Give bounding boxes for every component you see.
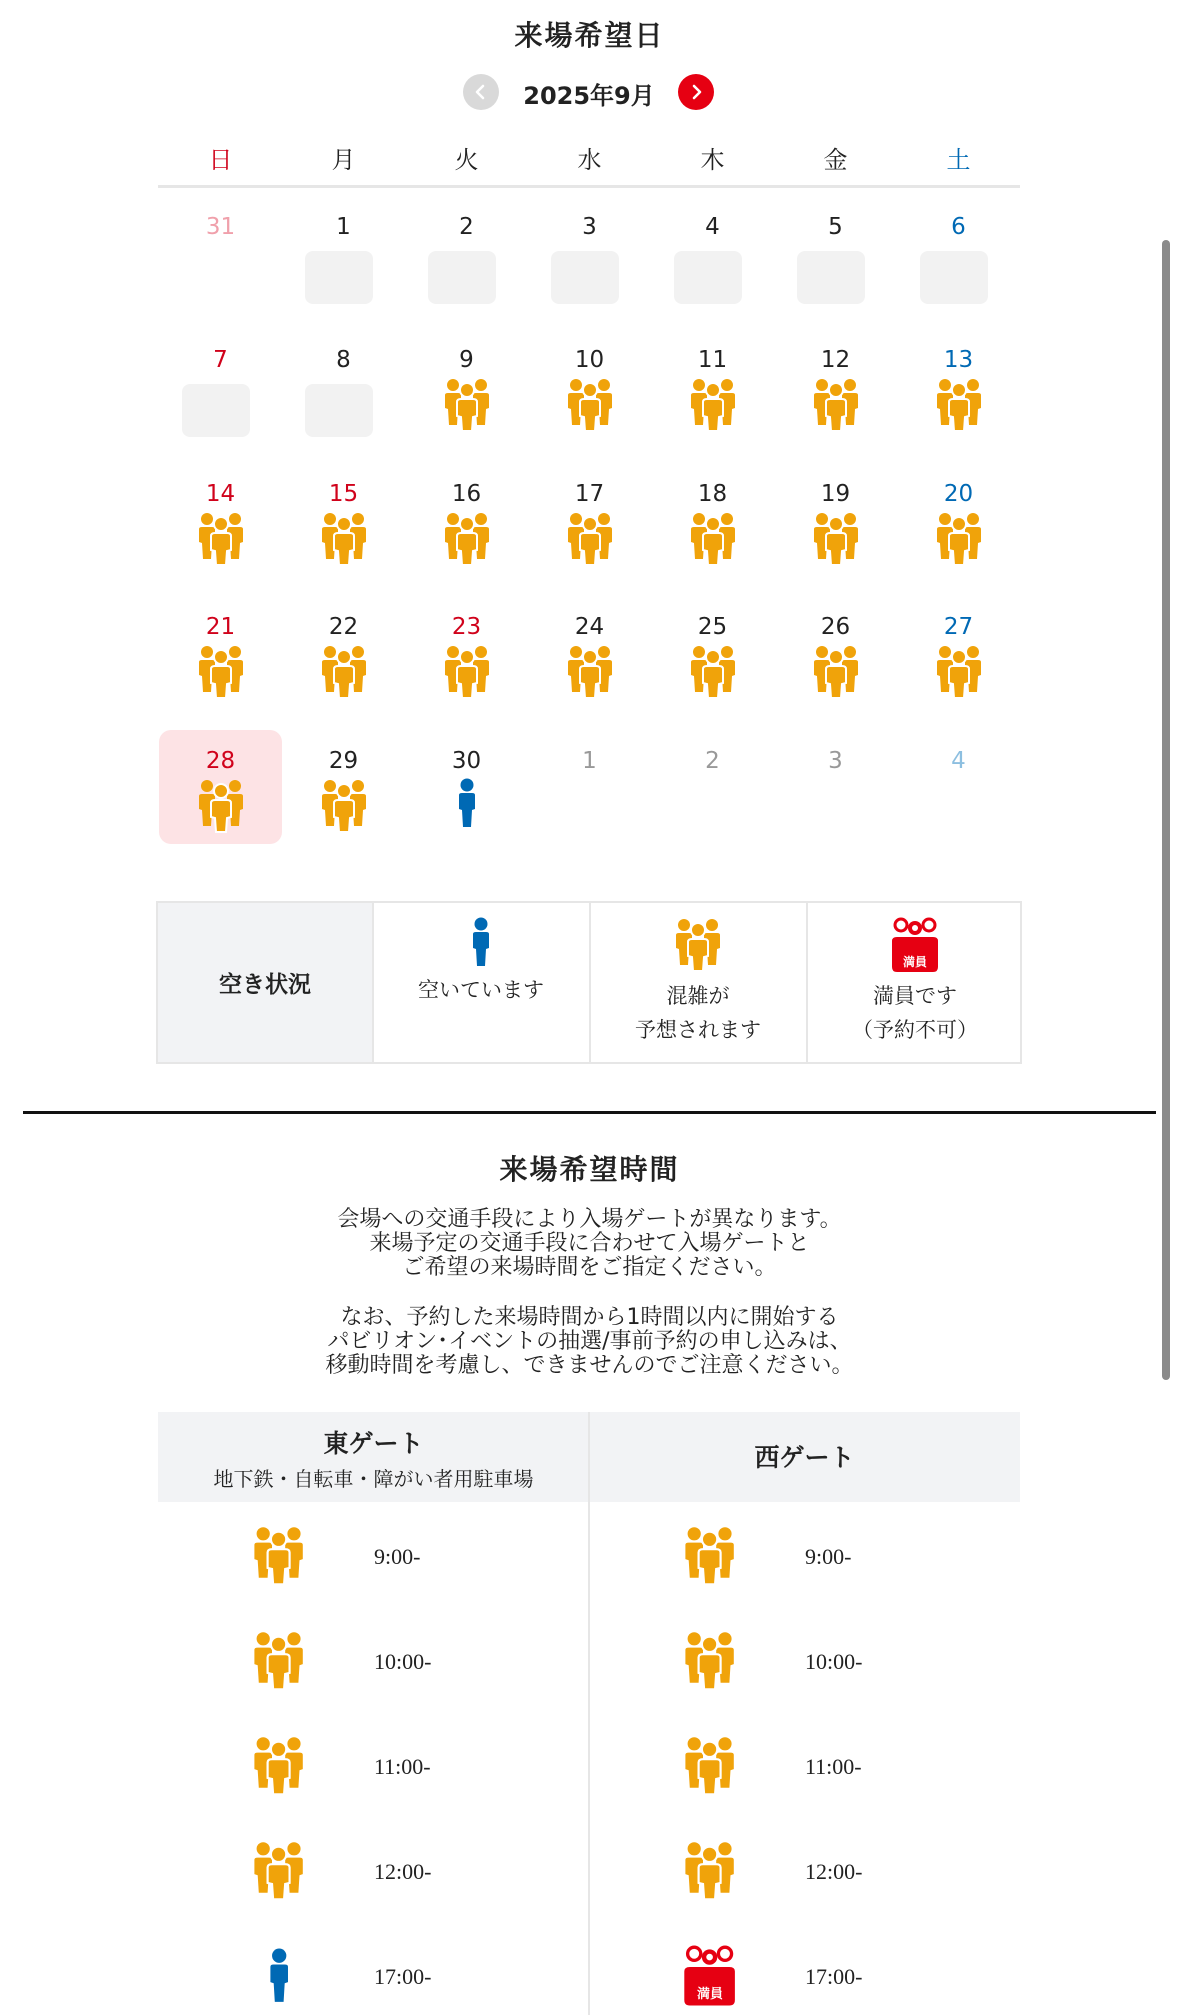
day-number: 22 (328, 614, 359, 640)
crowd-icon (250, 1525, 307, 1589)
crowd-icon (564, 511, 616, 569)
time-slot (589, 1942, 1019, 2012)
day-number: 13 (943, 347, 974, 373)
crowd-icon (810, 644, 862, 702)
status-icon (651, 511, 774, 569)
status-icon (678, 1735, 742, 1799)
day-cell[interactable] (282, 463, 405, 577)
status-icon (678, 1840, 742, 1904)
day-cell (651, 196, 774, 310)
slot-time: 10:00- (374, 1649, 432, 1674)
status-icon (405, 377, 528, 435)
status-icon (159, 644, 282, 702)
gate-divider (588, 1412, 590, 2015)
gate-notice (0, 1208, 1179, 1280)
legend-line: （予約不可） (852, 1018, 978, 1042)
time-slot[interactable] (158, 1522, 588, 1592)
status-icon (651, 644, 774, 702)
weekday-label: 土 (946, 146, 971, 174)
crowd-icon (564, 644, 616, 702)
status-icon (774, 511, 897, 569)
crowd-icon (250, 1840, 307, 1904)
status-icon (528, 644, 651, 702)
slot-time: 17:00- (805, 1964, 863, 1989)
day-number: 8 (336, 347, 351, 373)
legend-line: 混雑が (666, 984, 730, 1008)
day-number: 2 (705, 748, 720, 774)
day-number: 15 (328, 481, 359, 507)
notice-line: 移動時間を考慮し、できませんのでご注意ください。 (325, 1353, 854, 1378)
empty-slot (674, 251, 742, 304)
status-icon (247, 1735, 311, 1799)
crowd-icon (318, 778, 370, 836)
day-cell (528, 196, 651, 310)
date-title: 来場希望日 (514, 19, 665, 52)
notice-line: 会場への交通手段により入場ゲートが異なります。 (337, 1207, 842, 1232)
day-number: 7 (213, 347, 228, 373)
gate-subtitle: 地下鉄・自転車・障がい者用駐車場 (213, 1467, 534, 1491)
empty-slot (797, 251, 865, 304)
weekday-label: 木 (700, 146, 725, 174)
crowd-icon (681, 1840, 738, 1904)
month-navigation (0, 70, 1179, 116)
crowd-icon (687, 377, 739, 435)
day-number: 9 (459, 347, 474, 373)
day-cell (651, 730, 774, 844)
day-cell[interactable] (651, 596, 774, 710)
status-icon (528, 377, 651, 435)
crowd-icon (195, 644, 247, 702)
crowd-icon (687, 644, 739, 702)
status-icon (159, 511, 282, 569)
day-cell (774, 196, 897, 310)
weekday-divider (158, 185, 1020, 188)
empty-slot (305, 384, 373, 437)
crowd-icon (687, 511, 739, 569)
day-cell[interactable] (897, 596, 1020, 710)
chevron-right-icon (688, 84, 704, 100)
day-number: 6 (951, 214, 966, 240)
day-number: 29 (328, 748, 359, 774)
day-cell (159, 329, 282, 443)
day-number: 20 (943, 481, 974, 507)
notice-line: ご希望の来場時間をご指定ください。 (402, 1255, 777, 1280)
legend-line: 空いています (418, 978, 544, 1002)
crowd-icon (810, 377, 862, 435)
month-label: 2025年9月 (523, 82, 655, 110)
day-cell[interactable] (159, 596, 282, 710)
crowd-icon (195, 778, 247, 836)
crowd-icon (933, 511, 985, 569)
crowd-icon (681, 1735, 738, 1799)
status-icon (897, 644, 1020, 702)
day-cell[interactable] (405, 596, 528, 710)
crowd-icon (933, 644, 985, 702)
scrollbar[interactable] (1162, 240, 1170, 1380)
status-icon (282, 778, 405, 836)
east-gate-header (158, 1412, 589, 1502)
legend-item-available (372, 903, 588, 1062)
time-slot[interactable] (589, 1837, 1019, 1907)
notice-line: なお、予約した来場時間から1時間以内に開始する (340, 1305, 839, 1330)
status-icon (159, 778, 282, 836)
time-slot[interactable] (158, 1627, 588, 1697)
day-cell (282, 329, 405, 443)
status-icon (678, 1630, 742, 1694)
day-cell (282, 196, 405, 310)
west-gate-header (589, 1412, 1020, 1502)
legend-item-crowded (589, 903, 805, 1062)
day-cell[interactable] (405, 730, 528, 844)
day-number: 11 (697, 347, 728, 373)
empty-slot (182, 384, 250, 437)
status-icon (282, 644, 405, 702)
notice-line: パビリオン･イベントの抽選/事前予約の申し込みは、 (327, 1329, 852, 1354)
day-cell[interactable] (897, 463, 1020, 577)
day-number: 23 (451, 614, 482, 640)
day-cell[interactable] (405, 463, 528, 577)
day-cell[interactable] (528, 463, 651, 577)
next-month-button[interactable] (678, 74, 714, 110)
day-cell[interactable] (774, 463, 897, 577)
day-cell[interactable] (528, 596, 651, 710)
day-number: 2 (459, 214, 474, 240)
weekday-label: 金 (823, 146, 848, 174)
legend-text (374, 973, 588, 1007)
slot-time: 10:00- (805, 1649, 863, 1674)
day-cell[interactable] (405, 329, 528, 443)
status-icon (678, 1525, 742, 1589)
day-number: 12 (820, 347, 851, 373)
legend-text (591, 979, 805, 1047)
chevron-left-icon (473, 84, 489, 100)
slot-time: 11:00- (805, 1754, 862, 1779)
day-number: 30 (451, 748, 482, 774)
crowd-icon (318, 644, 370, 702)
day-cell-selected[interactable] (159, 730, 282, 844)
crowd-icon (933, 377, 985, 435)
day-cell[interactable] (159, 463, 282, 577)
day-cell[interactable] (774, 329, 897, 443)
empty-slot (551, 251, 619, 304)
crowd-icon (195, 511, 247, 569)
day-number: 17 (574, 481, 605, 507)
slot-time: 9:00- (374, 1544, 421, 1569)
status-icon (897, 377, 1020, 435)
day-number: 16 (451, 481, 482, 507)
status-icon (678, 1945, 742, 2009)
full-badge: 満員 (902, 955, 927, 969)
slot-time: 9:00- (805, 1544, 852, 1569)
weekday-label: 水 (577, 146, 602, 174)
day-cell (405, 196, 528, 310)
status-icon (405, 644, 528, 702)
legend-text (808, 979, 1022, 1047)
day-cell (897, 730, 1020, 844)
gate-name: 西ゲート (754, 1443, 855, 1472)
crowd-icon (810, 511, 862, 569)
status-icon (405, 778, 528, 828)
day-number: 26 (820, 614, 851, 640)
day-number: 19 (820, 481, 851, 507)
weekday-label: 火 (454, 146, 479, 174)
slot-time: 12:00- (374, 1859, 432, 1884)
legend-line: 満員です (873, 984, 957, 1008)
person-icon (266, 1948, 292, 2003)
crowd-icon (441, 377, 493, 435)
day-number: 4 (951, 748, 966, 774)
status-icon (247, 1948, 311, 2003)
slot-time: 17:00- (374, 1964, 432, 1989)
status-icon (247, 1840, 311, 1904)
empty-slot (305, 251, 373, 304)
time-slot[interactable] (158, 1942, 588, 2012)
slot-time: 12:00- (805, 1859, 863, 1884)
day-cell[interactable] (774, 596, 897, 710)
status-icon (247, 1630, 311, 1694)
prev-month-button[interactable] (463, 74, 499, 110)
gate-time-table (158, 1412, 1020, 2015)
crowd-icon (318, 511, 370, 569)
crowd-icon (672, 917, 724, 975)
day-number: 10 (574, 347, 605, 373)
day-cell[interactable] (282, 596, 405, 710)
empty-slot (920, 251, 988, 304)
day-cell (897, 196, 1020, 310)
notice-line: 来場予定の交通手段に合わせて入場ゲートと (369, 1231, 810, 1256)
time-slot[interactable] (589, 1522, 1019, 1592)
day-number: 1 (336, 214, 351, 240)
crowd-icon (250, 1735, 307, 1799)
day-number: 28 (205, 748, 236, 774)
day-number: 1 (582, 748, 597, 774)
person-icon (455, 778, 479, 828)
day-number: 31 (205, 214, 236, 240)
time-slot[interactable] (158, 1732, 588, 1802)
day-number: 27 (943, 614, 974, 640)
status-icon (528, 511, 651, 569)
day-number: 18 (697, 481, 728, 507)
empty-slot (428, 251, 496, 304)
weekday-label: 月 (331, 146, 356, 174)
status-icon (651, 377, 774, 435)
legend-icon (374, 917, 588, 967)
status-icon (247, 1525, 311, 1589)
day-number: 5 (828, 214, 843, 240)
day-cell[interactable] (282, 730, 405, 844)
day-number: 25 (697, 614, 728, 640)
full-badge: 満員 (696, 1987, 723, 2002)
time-slot[interactable] (589, 1627, 1019, 1697)
crowd-icon (441, 511, 493, 569)
status-icon (897, 511, 1020, 569)
crowd-icon (681, 1630, 738, 1694)
time-slot[interactable] (158, 1837, 588, 1907)
day-cell[interactable] (897, 329, 1020, 443)
crowd-icon (250, 1630, 307, 1694)
day-number: 14 (205, 481, 236, 507)
status-icon (282, 511, 405, 569)
day-cell[interactable] (651, 463, 774, 577)
slot-time: 11:00- (374, 1754, 431, 1779)
day-cell (528, 730, 651, 844)
legend-line: 予想されます (635, 1018, 761, 1042)
day-number: 4 (705, 214, 720, 240)
status-icon (774, 644, 897, 702)
day-cell (159, 196, 282, 310)
day-number: 3 (582, 214, 597, 240)
person-icon (469, 917, 493, 967)
time-slot[interactable] (589, 1732, 1019, 1802)
day-cell (774, 730, 897, 844)
crowd-icon (681, 1525, 738, 1589)
day-cell[interactable] (528, 329, 651, 443)
crowd-icon (564, 377, 616, 435)
day-number: 21 (205, 614, 236, 640)
weekday-label: 日 (208, 146, 233, 174)
status-icon (774, 377, 897, 435)
crowd-icon (441, 644, 493, 702)
time-title: 来場希望時間 (499, 1153, 680, 1186)
legend-heading: 空き状況 (158, 903, 372, 1062)
day-number: 24 (574, 614, 605, 640)
gate-name: 東ゲート (323, 1429, 424, 1458)
day-cell[interactable] (651, 329, 774, 443)
status-icon (405, 511, 528, 569)
availability-legend (156, 901, 1022, 1064)
day-number: 3 (828, 748, 843, 774)
section-divider (23, 1111, 1156, 1114)
legend-icon (591, 917, 805, 975)
timing-notice (0, 1306, 1179, 1378)
legend-icon (808, 917, 1022, 975)
legend-item-full (806, 903, 1022, 1062)
